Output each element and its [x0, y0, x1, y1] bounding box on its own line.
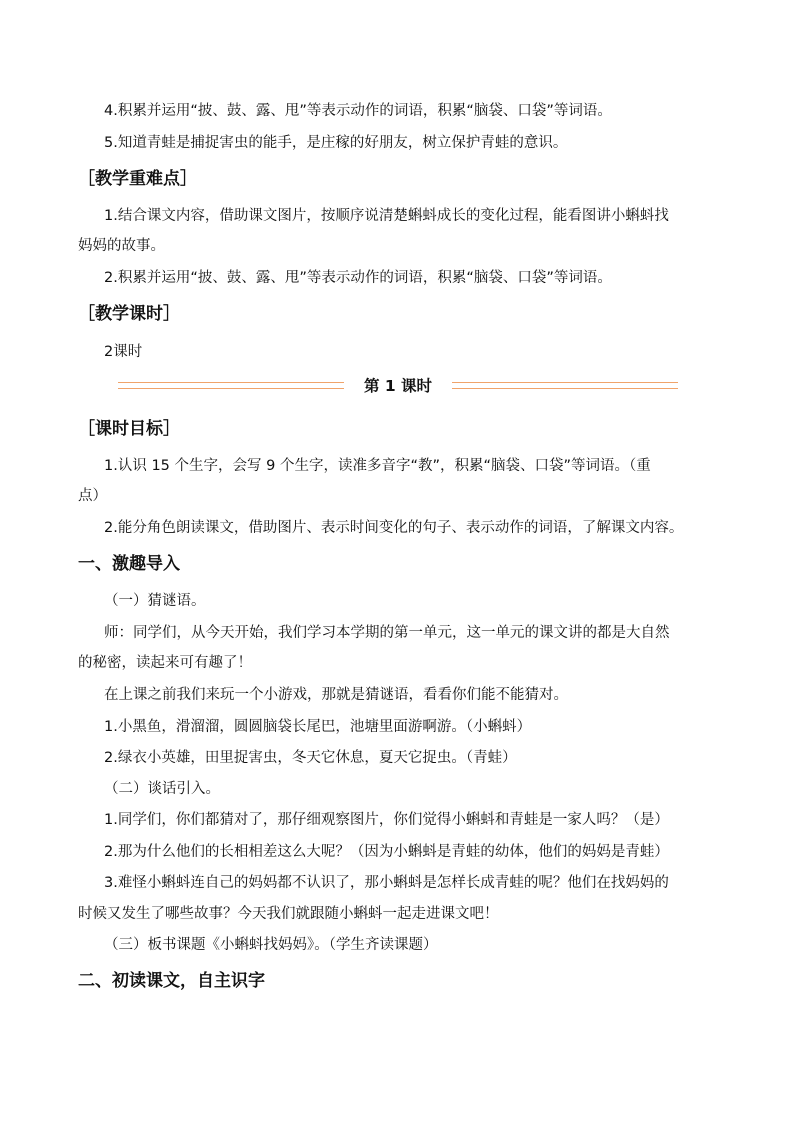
talk-1: 1.同学们，你们都猜对了，那仔细观察图片，你们觉得小蝌蚪和青蛙是一家人吗？（是） [104, 812, 669, 828]
divider-line-right-bottom [452, 388, 678, 389]
lesson-title: 第 1 课时 [363, 377, 433, 395]
objective-item-5: 5.知道青蛙是捕捉害虫的能手，是庄稼的好朋友，树立保护青蛙的意识。 [104, 135, 568, 151]
divider-line-left-top [118, 382, 344, 383]
key-point-item-1-cont: 妈妈的故事。 [78, 238, 165, 254]
key-points-heading: ［教学重难点］ [78, 169, 197, 189]
section-2-heading: 二、初读课文，自主识字 [78, 971, 265, 991]
riddle-1: 1.小黑鱼，滑溜溜，圆圆脑袋长尾巴，池塘里面游啊游。（小蝌蚪） [104, 719, 532, 735]
talk-3: 3.难怪小蝌蚪连自己的妈妈都不认识了，那小蝌蚪是怎样长成青蛙的呢？他们在找妈妈的 [104, 875, 669, 891]
section-1-heading: 一、激趣导入 [78, 554, 180, 574]
class-hours-value: 2课时 [104, 344, 143, 360]
game-intro: 在上课之前我们来玩一个小游戏，那就是猜谜语，看看你们能不能猜对。 [104, 687, 568, 703]
section-1-sub-3: （三）板书课题《小蝌蚪找妈妈》。（学生齐读课题） [104, 937, 438, 953]
divider-line-right-top [452, 382, 678, 383]
teacher-intro-cont: 的秘密，读起来可有趣了！ [78, 655, 252, 671]
lesson-goal-item-1-cont: 点） [78, 488, 107, 504]
key-point-item-2: 2.积累并运用“披、鼓、露、甩”等表示动作的词语，积累“脑袋、口袋”等词语。 [104, 270, 612, 286]
objective-item-4: 4.积累并运用“披、鼓、露、甩”等表示动作的词语，积累“脑袋、口袋”等词语。 [104, 103, 612, 119]
divider-line-left-bottom [118, 388, 344, 389]
section-1-sub-2: （二）谈话引入。 [104, 781, 220, 797]
lesson-goals-heading: ［课时目标］ [78, 419, 180, 439]
riddle-2: 2.绿衣小英雄，田里捉害虫，冬天它休息，夏天它捉虫。（青蛙） [104, 750, 517, 766]
talk-3-cont: 时候又发生了哪些故事？今天我们就跟随小蝌蚪一起走进课文吧！ [78, 906, 499, 922]
lesson-divider [118, 374, 678, 398]
talk-2: 2.那为什么他们的长相相差这么大呢？（因为小蝌蚪是青蛙的幼体，他们的妈妈是青蛙） [104, 844, 669, 860]
section-1-sub-1: （一）猜谜语。 [104, 593, 206, 609]
lesson-goal-item-2: 2.能分角色朗读课文，借助图片、表示时间变化的句子、表示动作的词语，了解课文内容。 [104, 520, 684, 536]
lesson-goal-item-1: 1.认识 15 个生字，会写 9 个生字，读准多音字“教”，积累“脑袋、口袋”等词语。（重 [104, 458, 651, 474]
teacher-intro: 师：同学们，从今天开始，我们学习本学期的第一单元，这一单元的课文讲的都是大自然 [104, 625, 670, 641]
key-point-item-1: 1.结合课文内容，借助课文图片，按顺序说清楚蝌蚪成长的变化过程，能看图讲小蝌蚪找 [104, 208, 669, 224]
class-hours-heading: ［教学课时］ [78, 304, 180, 324]
